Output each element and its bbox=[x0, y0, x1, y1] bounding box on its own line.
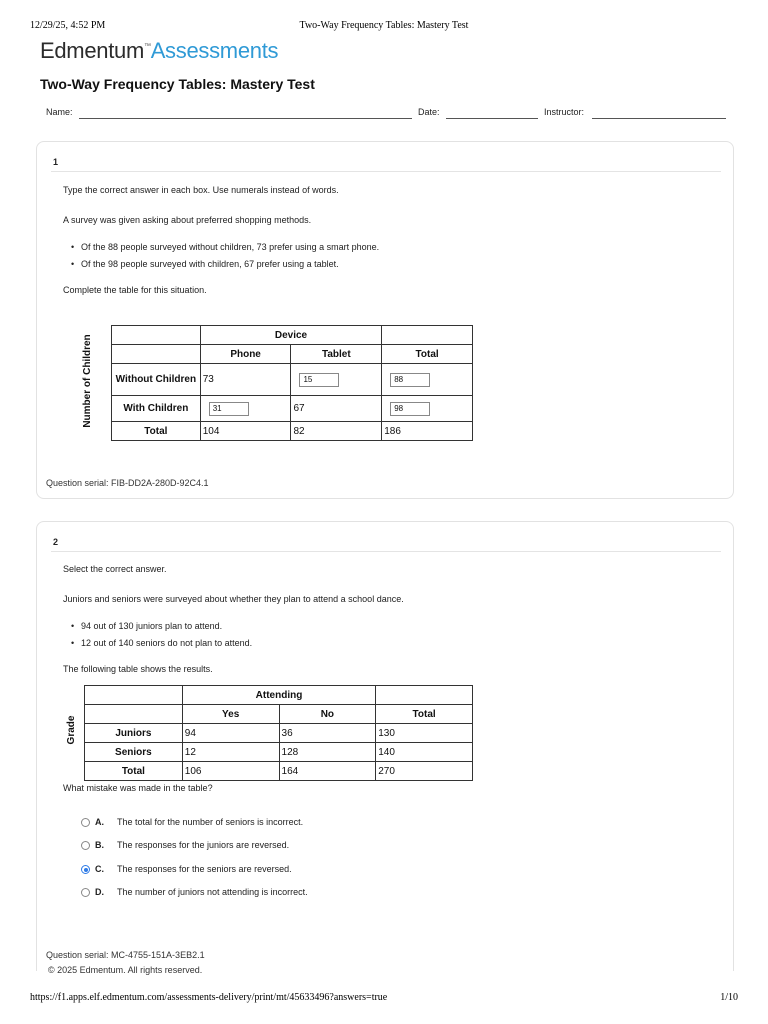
edmentum-assessments-logo bbox=[40, 38, 278, 64]
choice-b[interactable] bbox=[81, 839, 381, 853]
table-row bbox=[85, 762, 473, 781]
instructor-label: Instructor: bbox=[544, 107, 585, 117]
table-empty-cell bbox=[112, 345, 201, 364]
choice-text: The total for the number of seniors is incorrect. bbox=[117, 817, 304, 827]
results-table bbox=[84, 685, 473, 781]
question-card-2 bbox=[36, 521, 734, 971]
table-corner-cell bbox=[112, 326, 201, 345]
choice-text: The responses for the seniors are reversed. bbox=[117, 864, 292, 874]
print-header bbox=[30, 20, 738, 34]
question-serial: Question serial: MC-4755-151A-3EB2.1 bbox=[46, 950, 205, 960]
name-label: Name: bbox=[46, 107, 73, 117]
table-cell: 140 bbox=[376, 743, 473, 762]
print-timestamp: 12/29/25, 4:52 PM bbox=[30, 20, 106, 31]
table-cell: 270 bbox=[376, 762, 473, 781]
table-cell bbox=[200, 396, 291, 422]
student-info-row bbox=[46, 107, 726, 121]
choice-letter: D. bbox=[95, 887, 104, 897]
answer-input[interactable]: 88 bbox=[390, 373, 430, 387]
question-serial: Question serial: FIB-DD2A-280D-92C4.1 bbox=[46, 478, 209, 488]
row-header: Juniors bbox=[85, 724, 183, 743]
bullet-item: • Of the 88 people surveyed without children, 73 prefer using a smart phone. bbox=[81, 242, 379, 252]
table-row bbox=[85, 724, 473, 743]
row-axis-label: Number of Children bbox=[82, 334, 93, 428]
table-row bbox=[112, 364, 473, 396]
table-group-header: Device bbox=[200, 326, 382, 345]
answer-input[interactable]: 98 bbox=[390, 402, 430, 416]
row-header: Total bbox=[112, 422, 201, 441]
table-cell: 67 bbox=[291, 396, 382, 422]
page-number: 1/10 bbox=[720, 992, 738, 1003]
table-row bbox=[112, 422, 473, 441]
logo-brand: Edmentum bbox=[40, 38, 144, 63]
column-header: Yes bbox=[182, 705, 279, 724]
table-cell: 94 bbox=[182, 724, 279, 743]
table-row bbox=[112, 396, 473, 422]
choice-d[interactable] bbox=[81, 886, 381, 900]
row-axis-label: Grade bbox=[66, 715, 77, 745]
row-header: Total bbox=[85, 762, 183, 781]
table-group-header: Attending bbox=[182, 686, 375, 705]
table-cell: 164 bbox=[279, 762, 376, 781]
bullet-item: • 12 out of 140 seniors do not plan to attend. bbox=[81, 638, 252, 648]
question-number: 1 bbox=[53, 157, 59, 167]
date-label: Date: bbox=[418, 107, 440, 117]
row-header: Without Children bbox=[112, 364, 201, 396]
question-text: What mistake was made in the table? bbox=[63, 783, 213, 793]
question-card-1 bbox=[36, 141, 734, 499]
column-header: Tablet bbox=[291, 345, 382, 364]
table-cell: 128 bbox=[279, 743, 376, 762]
question-intro: A survey was given asking about preferred shopping methods. bbox=[63, 215, 312, 225]
table-cell: 186 bbox=[382, 422, 473, 441]
question-instruction: Select the correct answer. bbox=[63, 564, 167, 574]
print-url: https://f1.apps.elf.edmentum.com/assessments-delivery/print/mt/45633496?answers=true bbox=[30, 992, 388, 1003]
radio-button-selected[interactable] bbox=[81, 865, 90, 874]
print-footer bbox=[30, 992, 738, 1003]
question-prompt: The following table shows the results. bbox=[63, 664, 213, 674]
radio-button[interactable] bbox=[81, 818, 90, 827]
name-field[interactable] bbox=[79, 118, 412, 119]
table-cell: 73 bbox=[200, 364, 291, 396]
table-corner-cell bbox=[85, 686, 183, 705]
page-title: Two-Way Frequency Tables: Mastery Test bbox=[40, 76, 315, 92]
bullet-item: • 94 out of 130 juniors plan to attend. bbox=[81, 621, 222, 631]
table-cell bbox=[382, 396, 473, 422]
choice-letter: C. bbox=[95, 864, 104, 874]
choice-c[interactable] bbox=[81, 863, 381, 877]
question-prompt: Complete the table for this situation. bbox=[63, 285, 207, 295]
frequency-table bbox=[111, 325, 473, 441]
table-cell: 104 bbox=[200, 422, 291, 441]
radio-button[interactable] bbox=[81, 888, 90, 897]
row-header: Seniors bbox=[85, 743, 183, 762]
table-empty-cell bbox=[85, 705, 183, 724]
radio-button[interactable] bbox=[81, 841, 90, 850]
question-intro: Juniors and seniors were surveyed about whether they plan to attend a school dance. bbox=[63, 594, 404, 604]
choice-letter: B. bbox=[95, 840, 104, 850]
column-header: Total bbox=[376, 705, 473, 724]
bullet-item: • Of the 98 people surveyed with children, 67 prefer using a tablet. bbox=[81, 259, 339, 269]
answer-input[interactable]: 31 bbox=[209, 402, 249, 416]
table-cell bbox=[382, 364, 473, 396]
row-header: With Children bbox=[112, 396, 201, 422]
table-empty-cell bbox=[376, 686, 473, 705]
choice-text: The responses for the juniors are reversed. bbox=[117, 840, 290, 850]
question-divider bbox=[51, 551, 721, 552]
table-cell: 12 bbox=[182, 743, 279, 762]
instructor-field[interactable] bbox=[592, 118, 726, 119]
column-header: Phone bbox=[200, 345, 291, 364]
table-cell: 36 bbox=[279, 724, 376, 743]
table-cell bbox=[291, 364, 382, 396]
column-header: Total bbox=[382, 345, 473, 364]
copyright-notice: © 2025 Edmentum. All rights reserved. bbox=[48, 965, 203, 975]
choice-text: The number of juniors not attending is incorrect. bbox=[117, 887, 308, 897]
table-row bbox=[85, 743, 473, 762]
logo-product: Assessments bbox=[150, 38, 279, 63]
table-empty-cell bbox=[382, 326, 473, 345]
table-cell: 82 bbox=[291, 422, 382, 441]
date-field[interactable] bbox=[446, 118, 538, 119]
question-divider bbox=[51, 171, 721, 172]
print-page-title: Two-Way Frequency Tables: Mastery Test bbox=[299, 20, 469, 31]
choice-letter: A. bbox=[95, 817, 104, 827]
question-instruction: Type the correct answer in each box. Use numerals instead of words. bbox=[63, 185, 339, 195]
logo-trademark: ™ bbox=[143, 43, 151, 50]
table-cell: 130 bbox=[376, 724, 473, 743]
choice-a[interactable] bbox=[81, 816, 381, 830]
column-header: No bbox=[279, 705, 376, 724]
question-number: 2 bbox=[53, 537, 59, 547]
answer-input[interactable]: 15 bbox=[299, 373, 339, 387]
table-cell: 106 bbox=[182, 762, 279, 781]
